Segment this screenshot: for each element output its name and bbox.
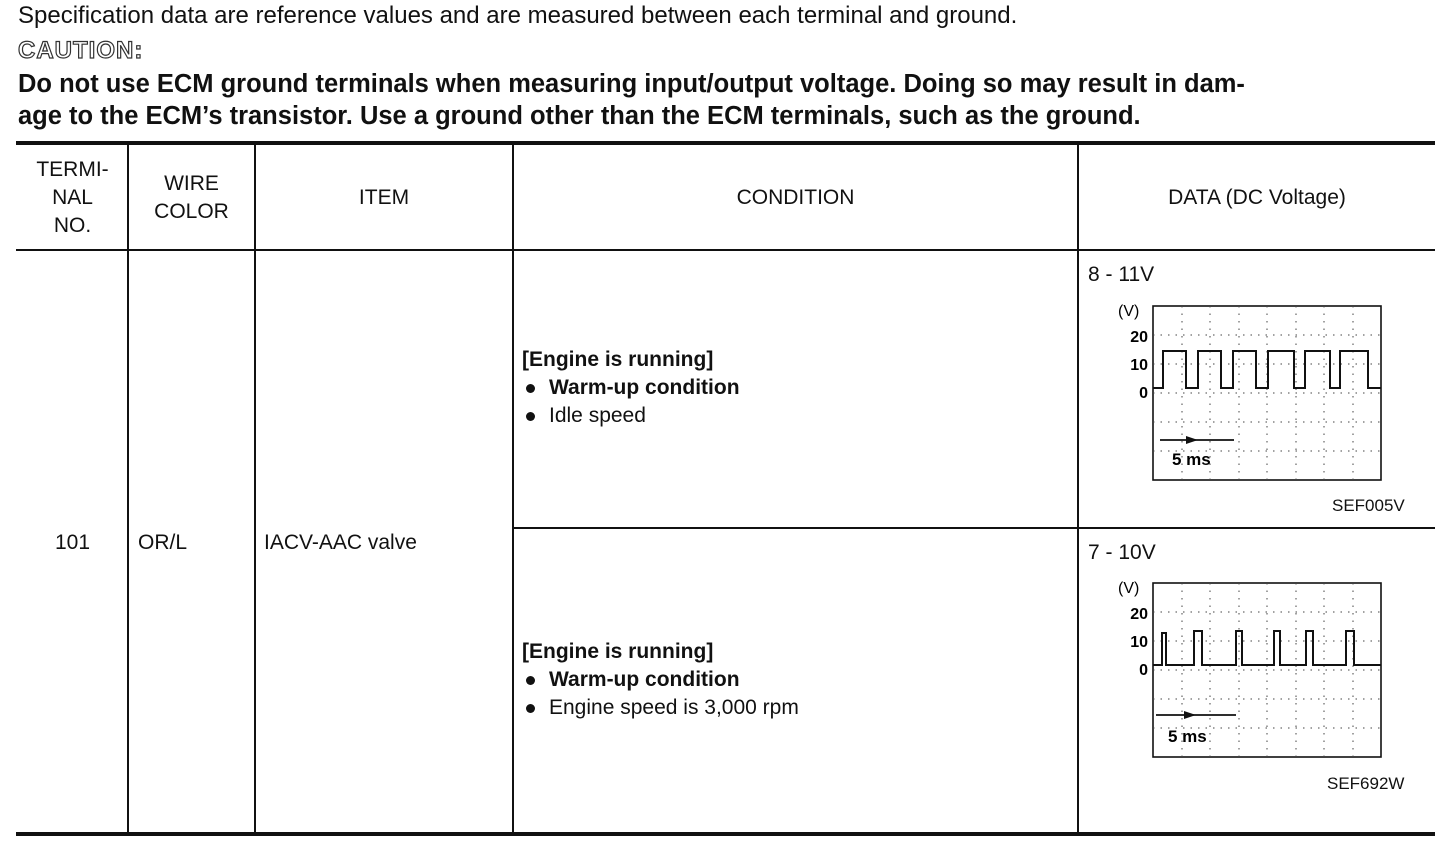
bullet-icon	[526, 384, 535, 393]
bullet-icon	[526, 676, 535, 685]
condition-bullet: Warm-up condition	[522, 666, 1072, 694]
condition-title: [Engine is running]	[522, 348, 714, 371]
figure-ref-3000rpm: SEF692W	[1327, 774, 1405, 793]
table-top-rule	[16, 141, 1435, 145]
caution-line-2: age to the ECM’s transistor. Use a ground other than the ECM terminals, such as the ground.	[18, 102, 1141, 130]
header-data: DATA (DC Voltage)	[1168, 186, 1346, 209]
condition-bullet: Engine speed is 3,000 rpm	[522, 694, 1072, 722]
scope-y-tick: 10	[1130, 357, 1148, 374]
scope-y-unit: (V)	[1118, 580, 1140, 597]
condition-title: [Engine is running]	[522, 640, 714, 663]
spec-note: Specification data are reference values and are measured between each terminal and ground.	[18, 2, 1018, 29]
scope-time-label: 5 ms	[1172, 450, 1211, 469]
scope-y-unit: (V)	[1118, 303, 1140, 320]
figure-ref-idle: SEF005V	[1332, 496, 1405, 515]
voltage-value-3000rpm: 7 - 10V	[1088, 541, 1156, 564]
wire-color: OR/L	[138, 531, 188, 554]
scope-time-label: 5 ms	[1168, 727, 1207, 746]
voltage-value-idle: 8 - 11V	[1088, 263, 1155, 286]
scope-trace	[1153, 351, 1381, 388]
condition-bullet: Idle speed	[522, 402, 1072, 430]
header-item: ITEM	[358, 186, 410, 209]
scope-y-tick: 20	[1130, 606, 1148, 623]
oscilloscope-waveform-idle	[1110, 296, 1410, 486]
scope-y-tick: 20	[1130, 329, 1148, 346]
header-terminal-no: TERMI- NAL NO.	[36, 158, 109, 237]
caution-label: CAUTION:	[18, 37, 144, 64]
header-wire-color: WIRE COLOR	[154, 172, 229, 223]
condition-bullet: Warm-up condition	[522, 374, 1072, 402]
scope-y-tick: 10	[1130, 634, 1148, 651]
caution-text	[18, 68, 1434, 132]
header-bottom-rule	[16, 249, 1435, 251]
bullet-icon	[526, 412, 535, 421]
item-name: IACV-AAC valve	[264, 531, 417, 554]
table-bottom-rule	[16, 832, 1435, 836]
time-scale-arrow-icon	[1184, 711, 1196, 719]
condition-divider-rule	[513, 527, 1435, 529]
condition-3000rpm	[522, 638, 1072, 722]
terminal-number: 101	[54, 531, 91, 554]
scope-y-tick: 0	[1139, 662, 1148, 679]
scope-y-tick: 0	[1139, 385, 1148, 402]
oscilloscope-waveform-3000rpm	[1110, 573, 1410, 763]
time-scale-arrow-icon	[1186, 436, 1198, 444]
condition-idle	[522, 346, 1072, 430]
header-condition: CONDITION	[736, 186, 855, 209]
caution-line-1: Do not use ECM ground terminals when measuring input/output voltage. Doing so may result in dam-	[18, 70, 1245, 98]
bullet-icon	[526, 704, 535, 713]
